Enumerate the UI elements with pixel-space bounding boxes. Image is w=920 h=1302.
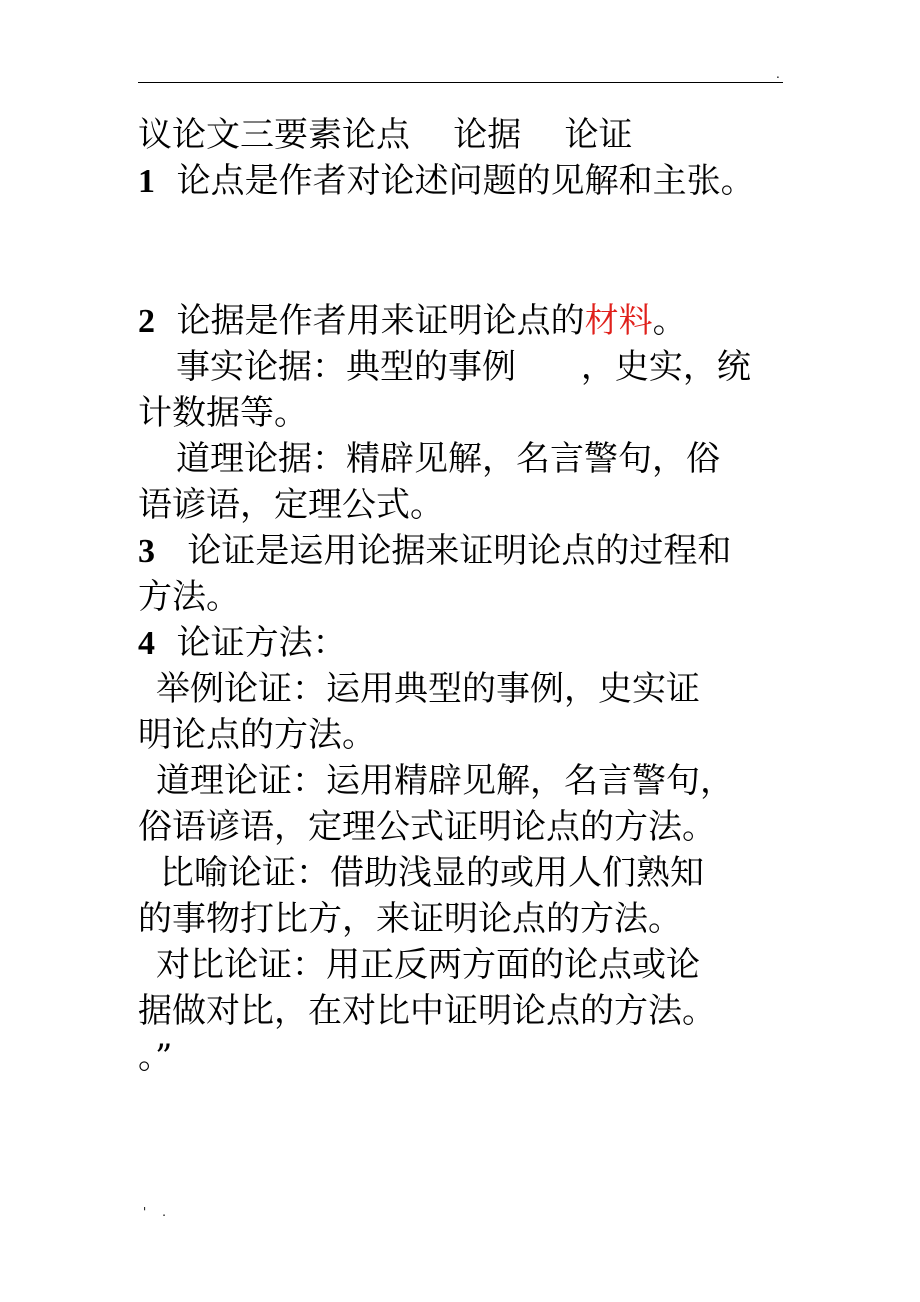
section-4 (138, 620, 798, 666)
reason-method-line-2: 俗语谚语，定理公式证明论点的方法。 (138, 807, 716, 847)
metaphor-method-line-1: 比喻论证：借助浅显的或用人们熟知 (160, 853, 704, 893)
reason-method-line-1: 道理论证：运用精辟见解，名言警句， (156, 761, 734, 801)
reason-evidence-line-2: 语谚语，定理公式。 (138, 485, 444, 525)
section-3-line-2: 方法。 (138, 577, 240, 617)
metaphor-method-line-2: 的事物打比方，来证明论点的方法。 (138, 899, 682, 939)
header-rule (138, 82, 783, 83)
section-2-text-end: 。 (652, 301, 687, 341)
section-2-number: 2 (138, 303, 155, 340)
contrast-method-line-2: 据做对比，在对比中证明论点的方法。 (138, 991, 716, 1031)
section-2-text: 论据是作者用来证明论点的 (155, 301, 585, 341)
section-4-number: 4 (138, 625, 155, 662)
blank-line (138, 204, 798, 250)
section-2-highlight: 材料 (584, 301, 653, 341)
contrast-method-line-1: 对比论证：用正反两方面的论点或论 (156, 945, 700, 985)
header-dot: . (776, 67, 780, 81)
example-method-line-1: 举例论证：运用典型的事例，史实证 (156, 669, 700, 709)
reason-evidence-line-1: 道理论据：精辟见解，名言警句，俗 (176, 439, 720, 479)
section-3 (138, 528, 798, 574)
section-2 (138, 298, 798, 344)
fact-evidence-line-1: 事实论据：典型的事例 ，史实，统 (176, 347, 751, 387)
section-4-heading: 论证方法： (155, 623, 347, 663)
section-1 (138, 158, 798, 204)
example-method-line-2: 明论点的方法。 (138, 715, 376, 755)
document-body (138, 112, 798, 1080)
trailing-punctuation: 。” (138, 1037, 173, 1077)
section-1-text: 论点是作者对论述问题的见解和主张。 (155, 161, 755, 201)
footer-mark: ' . (143, 1205, 172, 1219)
section-3-number: 3 (138, 533, 155, 570)
section-1-number: 1 (138, 163, 155, 200)
document-title: 议论文三要素论点 论据 论证 (138, 115, 633, 155)
section-3-text: 论证是运用论据来证明论点的过程和 (155, 531, 732, 571)
blank-line (138, 250, 798, 298)
fact-evidence-line-2: 计数据等。 (138, 393, 308, 433)
